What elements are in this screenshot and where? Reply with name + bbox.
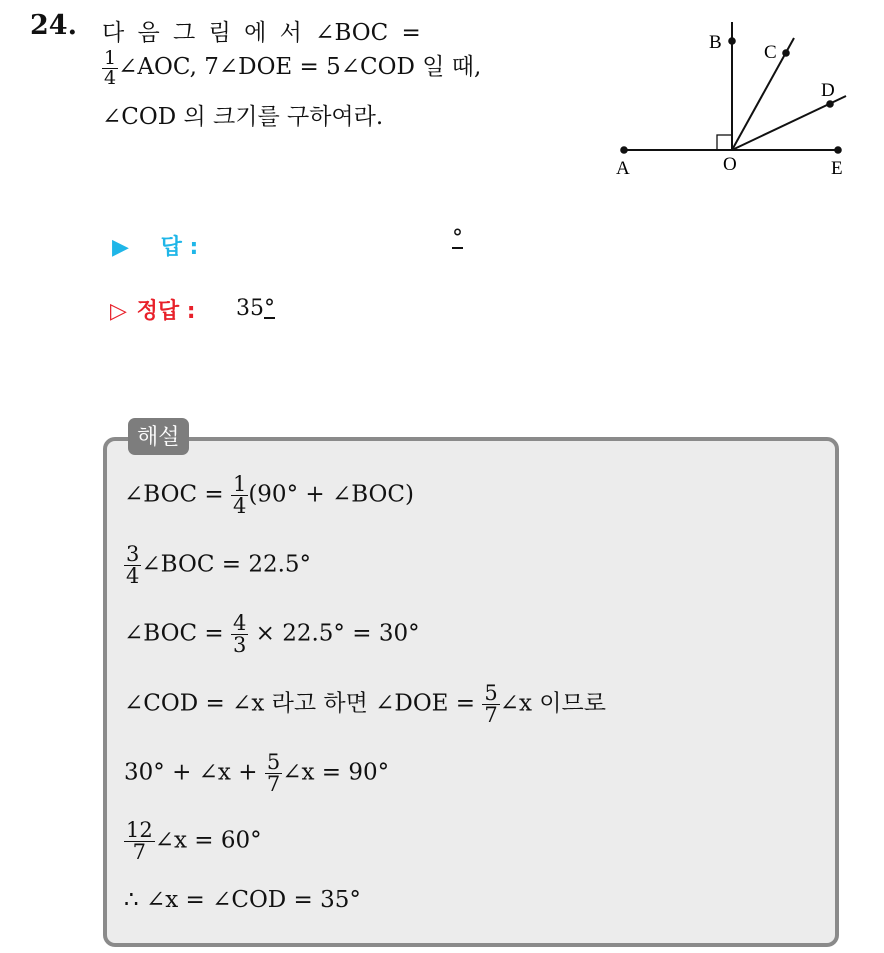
solution-fraction-6 [124, 820, 155, 863]
solution-fraction-4 [482, 683, 499, 726]
denominator: 4 [126, 564, 140, 588]
solution-line-2 [124, 544, 311, 587]
solution-fraction-2 [124, 544, 141, 587]
answer-blank-unit[interactable]: ° [452, 226, 463, 251]
numerator: 3 [126, 542, 140, 566]
question-line-2-text: ∠AOC, 7∠DOE = 5∠COD 일 때, [118, 54, 482, 80]
solution-line-6-post: ∠x = 60° [154, 827, 262, 854]
solution-line-4-pre: ∠COD = ∠x 라고 하면 ∠DOE = [124, 690, 476, 717]
numerator: 1 [232, 472, 247, 496]
solution-line-4-post: ∠x 이므로 [499, 690, 606, 717]
answer-label: 답 : [160, 235, 199, 260]
solution-tag: 해설 [128, 418, 189, 455]
numerator: 5 [266, 750, 281, 774]
label-o: O [723, 154, 737, 175]
answer-arrow-icon: ▶ [112, 235, 129, 260]
key-value [236, 296, 275, 321]
fraction-denominator: 4 [104, 66, 117, 89]
label-c: C [764, 42, 777, 63]
answer-row [112, 230, 198, 261]
key-row [110, 294, 196, 325]
solution-line-7: ∴ ∠x = ∠COD = 35° [124, 887, 361, 913]
solution-line-3-pre: ∠BOC = [124, 620, 224, 647]
solution-line-1-post: (90° + ∠BOC) [248, 481, 414, 508]
solution-line-4 [124, 683, 606, 726]
solution-line-3 [124, 613, 420, 656]
key-arrow-icon: ▷ [110, 299, 127, 324]
solution-line-2-post: ∠BOC = 22.5° [141, 551, 312, 578]
key-label: 정답 : [136, 299, 196, 324]
solution-line-1-pre: ∠BOC = [124, 481, 224, 508]
denominator: 7 [132, 840, 147, 864]
solution-line-5-pre: 30° + ∠x + [124, 759, 258, 786]
right-angle-mark [717, 135, 732, 150]
label-b: B [709, 32, 722, 53]
point-e [834, 146, 842, 154]
question-line-2 [102, 48, 481, 88]
denominator: 4 [232, 494, 247, 518]
numerator: 4 [232, 611, 247, 635]
solution-fraction-1 [231, 474, 248, 517]
point-a [620, 146, 628, 154]
solution-line-6 [124, 820, 262, 863]
point-d [826, 100, 834, 108]
key-unit: ° [264, 296, 275, 321]
question-line-3: ∠COD 의 크기를 구하여라. [102, 104, 384, 130]
numerator: 5 [484, 681, 498, 705]
angle-figure [606, 12, 856, 182]
solution-line-3-post: × 22.5° = 30° [255, 620, 420, 647]
point-b [728, 37, 736, 45]
fraction-numerator: 1 [104, 46, 117, 69]
fraction-one-quarter [102, 46, 118, 89]
denominator: 7 [266, 772, 281, 796]
label-d: D [821, 80, 835, 101]
key-number: 35 [236, 296, 264, 321]
label-e: E [831, 158, 843, 179]
label-a: A [616, 158, 630, 179]
question-number: 24. [30, 10, 77, 41]
denominator: 7 [484, 703, 498, 727]
solution-fraction-5 [265, 752, 282, 795]
solution-fraction-3 [231, 613, 248, 656]
solution-line-5 [124, 752, 389, 795]
solution-line-1 [124, 474, 414, 517]
solution-line-5-post: ∠x = 90° [282, 759, 390, 786]
numerator: 12 [126, 818, 153, 842]
question-line-1: 다 음 그 림 에 서 ∠BOC = [102, 20, 421, 46]
point-c [782, 49, 790, 57]
denominator: 3 [232, 633, 247, 657]
